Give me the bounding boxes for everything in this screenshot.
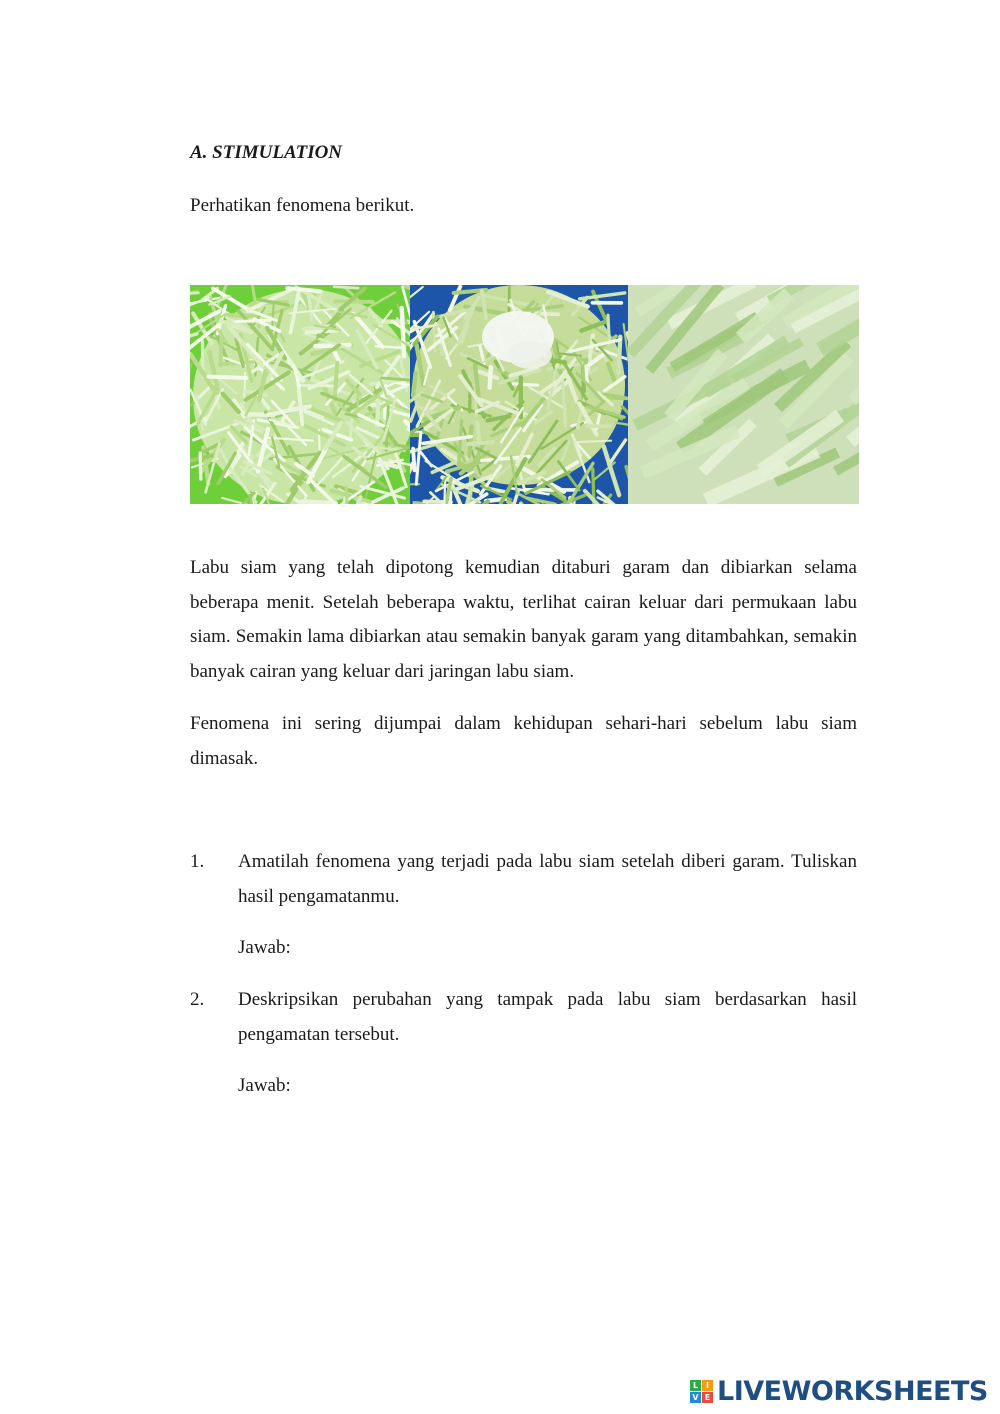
answer-label[interactable]: Jawab: (238, 1075, 291, 1096)
brand-name: LIVEWORKSHEETS (717, 1375, 988, 1407)
question-text: Deskripsikan perubahan yang tampak pada labu siam berdasarkan hasil pengamatan tersebut. (238, 989, 857, 1045)
chayote-sticks-in-water-icon (628, 285, 859, 504)
section-heading: A. STIMULATION (190, 142, 343, 163)
paragraph-daily-life: Fenomena ini sering dijumpai dalam kehidupan sehari-hari sebelum labu siam dimasak. (190, 713, 857, 769)
liveworksheets-logo (690, 1374, 988, 1408)
paragraph-phenomenon: Labu siam yang telah dipotong kemudian ditaburi garam dan dibiarkan selama beberapa menit. Setelah beberapa waktu, terlihat cairan keluar dari permukaan labu siam. Semakin lama dibiarkan atau semakin banyak garam yang ditambahkan, semakin banyak cairan yang keluar dari jaringan labu siam. (190, 557, 857, 682)
intro-text: Perhatikan fenomena berikut. (190, 195, 415, 216)
logo-mark-icon: L I V E (690, 1380, 713, 1403)
question-number: 2. (190, 989, 205, 1010)
question-number: 1. (190, 851, 205, 872)
question-text: Amatilah fenomena yang terjadi pada labu siam setelah diberi garam. Tuliskan hasil pengamatanmu. (238, 851, 857, 907)
answer-label[interactable]: Jawab: (238, 937, 291, 958)
question-1 (190, 845, 857, 966)
photo-strip (190, 285, 859, 504)
question-2 (190, 983, 857, 1104)
grated-chayote-green-bowl-icon (190, 285, 410, 504)
grated-chayote-salt-blue-bowl-icon (410, 285, 628, 504)
